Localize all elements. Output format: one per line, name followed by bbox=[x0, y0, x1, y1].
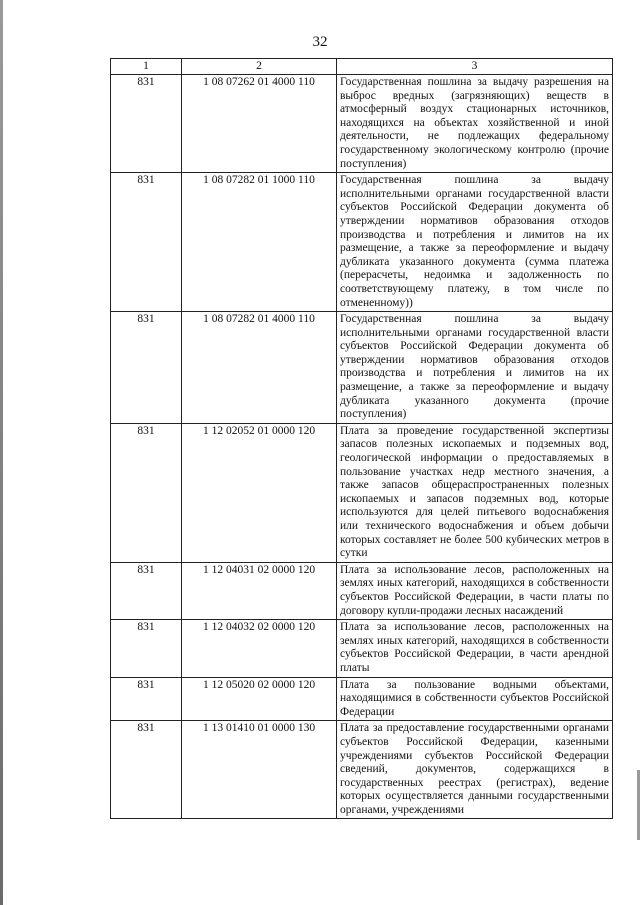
revenue-description-cell: Государственная пошлина за выдачу исполнительными органами государственной власти субъектов Российской Федерации документа об утверждении нормативов образования отходов производства и потребления и лимитов на их размещение, а также за переоформление и выдачу дубликата указанного документа (сумма платежа (перерасчеты, недоимка и задолженность по соответствующему платежу, в том числе по отмененному)) bbox=[337, 173, 613, 312]
column-header-1: 1 bbox=[111, 59, 182, 75]
admin-code-cell: 831 bbox=[111, 173, 182, 312]
budget-code-cell: 1 13 01410 01 0000 130 bbox=[182, 721, 337, 819]
revenue-description-cell: Плата за пользование водными объектами, находящимися в собственности субъектов Российской Федерации bbox=[337, 677, 613, 721]
admin-code-cell: 831 bbox=[111, 620, 182, 677]
revenue-description-cell: Плата за использование лесов, расположенных на землях иных категорий, находящихся в собственности субъектов Российской Федерации, в части платы по договору купли-продажи лесных насаждений bbox=[337, 562, 613, 619]
table-row bbox=[111, 312, 613, 424]
admin-code-cell: 831 bbox=[111, 721, 182, 819]
budget-code-cell: 1 08 07282 01 1000 110 bbox=[182, 173, 337, 312]
table-row bbox=[111, 620, 613, 677]
admin-code-cell: 831 bbox=[111, 677, 182, 721]
budget-code-cell: 1 12 05020 02 0000 120 bbox=[182, 677, 337, 721]
scan-left-edge bbox=[0, 0, 3, 905]
table-row bbox=[111, 423, 613, 562]
budget-code-cell: 1 08 07262 01 4000 110 bbox=[182, 75, 337, 173]
column-header-2: 2 bbox=[182, 59, 337, 75]
admin-code-cell: 831 bbox=[111, 75, 182, 173]
page-number: 32 bbox=[312, 34, 328, 50]
revenue-description-cell: Плата за проведение государственной экспертизы запасов полезных ископаемых и подземных вод, геологической информации о предоставляемых в пользование участках недр местного значения, а также запасов общераспространенных полезных ископаемых и запасов подземных вод, которые используются для целей питьевого водоснабжения или технического водоснабжения и объем добычи которых составляет не более 500 кубических метров в сутки bbox=[337, 423, 613, 562]
budget-codes-table bbox=[110, 58, 613, 819]
budget-code-cell: 1 12 04032 02 0000 120 bbox=[182, 620, 337, 677]
revenue-description-cell: Плата за использование лесов, расположенных на землях иных категорий, находящихся в собственности субъектов Российской Федерации, в части арендной платы bbox=[337, 620, 613, 677]
admin-code-cell: 831 bbox=[111, 562, 182, 619]
revenue-description-cell: Плата за предоставление государственными органами субъектов Российской Федерации, казенными учреждениями субъектов Российской Федерации сведений, документов, содержащихся в государственных реестрах (регистрах), ведение которых осуществляется данными государственными органами, учреждениями bbox=[337, 721, 613, 819]
budget-code-cell: 1 12 02052 01 0000 120 bbox=[182, 423, 337, 562]
table-header-row bbox=[111, 59, 613, 75]
table-row bbox=[111, 677, 613, 721]
admin-code-cell: 831 bbox=[111, 312, 182, 424]
revenue-description-cell: Государственная пошлина за выдачу разрешения на выброс вредных (загрязняющих) веществ в атмосферный воздух стационарных источников, находящихся на объектах хозяйственной и иной деятельности, не подлежащих федеральному государственному экологическому контролю (прочие поступления) bbox=[337, 75, 613, 173]
table-row bbox=[111, 75, 613, 173]
table-row bbox=[111, 721, 613, 819]
admin-code-cell: 831 bbox=[111, 423, 182, 562]
revenue-description-cell: Государственная пошлина за выдачу исполнительными органами государственной власти субъектов Российской Федерации документа об утверждении нормативов образования отходов производства и потребления и лимитов на их размещение, а также за переоформление и выдачу дубликата указанного документа (прочие поступления) bbox=[337, 312, 613, 424]
budget-code-cell: 1 08 07282 01 4000 110 bbox=[182, 312, 337, 424]
table-row bbox=[111, 173, 613, 312]
budget-code-cell: 1 12 04031 02 0000 120 bbox=[182, 562, 337, 619]
table-row bbox=[111, 562, 613, 619]
column-header-3: 3 bbox=[337, 59, 613, 75]
